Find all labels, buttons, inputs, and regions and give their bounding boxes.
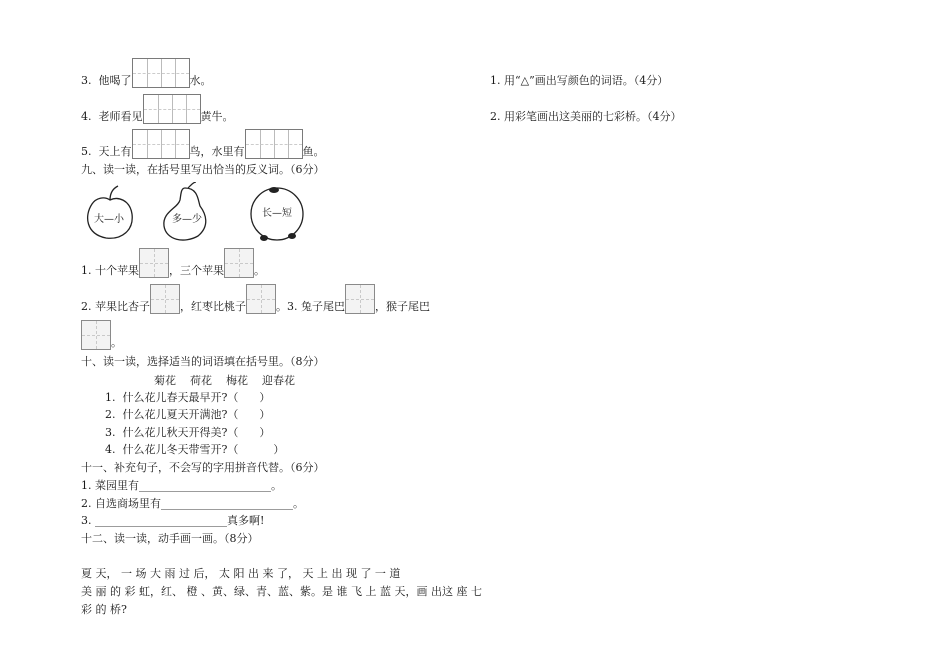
answer-box[interactable] (139, 248, 169, 278)
q9-item-2-cont: 。 (81, 320, 122, 350)
q10-item-1: 1. 什么花儿春天最早开?（ ） (105, 391, 271, 404)
q9-item-1: 1. 十个苹果 ，三个苹果 。 (81, 248, 265, 278)
pear-illustration (164, 182, 206, 240)
q10-item-2: 2. 什么花儿夏天开满池?（ ） (105, 408, 271, 421)
round-fruit-illustration (251, 187, 303, 241)
q10-word-bank: 菊花 荷花 梅花 迎春花 (154, 374, 295, 387)
q9-item-2: 2. 苹果比杏子 ，红枣比桃子 。3. 兔子尾巴 ，猴子尾巴 (81, 284, 430, 314)
right-item-2: 2. 用彩笔画出这美丽的七彩桥。（4分） (490, 110, 682, 123)
fruit-label-3: 长—短 (262, 208, 292, 219)
q12-title: 十二、读一读，动手画一画。（8分） (81, 532, 259, 545)
apple-illustration (88, 186, 133, 238)
q11-item-3: 3. ________________________真多啊! (81, 514, 265, 527)
answer-box[interactable] (150, 284, 180, 314)
answer-box[interactable] (246, 284, 276, 314)
writing-grid[interactable] (245, 129, 303, 159)
q12-passage-line-3: 彩 的 桥? (81, 603, 127, 616)
q11-item-1: 1. 菜园里有________________________。 (81, 479, 282, 492)
fruit-label-2: 多—少 (172, 214, 202, 225)
sentence-5: 5. 天上有 鸟，水里有 鱼。 (81, 129, 325, 159)
answer-box[interactable] (345, 284, 375, 314)
q11-title: 十一、补充句子，不会写的字用拼音代替。（6分） (81, 461, 325, 474)
answer-box[interactable] (224, 248, 254, 278)
writing-grid[interactable] (132, 129, 190, 159)
sentence-3: 3. 他喝了 水。 (81, 58, 212, 88)
answer-box[interactable] (81, 320, 111, 350)
q10-title: 十、读一读，选择适当的词语填在括号里。（8分） (81, 355, 325, 368)
writing-grid[interactable] (132, 58, 190, 88)
fruit-label-1: 大—小 (94, 214, 124, 225)
q10-item-3: 3. 什么花儿秋天开得美?（ ） (105, 426, 271, 439)
q9-title: 九、读一读，在括号里写出恰当的反义词。（6分） (81, 163, 325, 176)
fruit-illustrations (80, 182, 320, 244)
q12-passage-line-2: 美 丽 的 彩 虹，红、 橙 、黄、绿、青、蓝、紫。是 谁 飞 上 蓝 天，画 出这 座 七 (81, 585, 482, 598)
q12-passage-line-1: 夏 天， 一 场 大 雨 过 后， 太 阳 出 来 了， 天 上 出 现 了 一 道 (81, 567, 401, 580)
q10-item-4: 4. 什么花儿冬天带雪开?（ ） (105, 443, 285, 456)
q11-item-2: 2. 自选商场里有________________________。 (81, 497, 304, 510)
right-item-1: 1. 用“△”画出写颜色的词语。（4分） (490, 74, 669, 87)
writing-grid[interactable] (143, 94, 201, 124)
sentence-4: 4. 老师看见 黄牛。 (81, 94, 234, 124)
